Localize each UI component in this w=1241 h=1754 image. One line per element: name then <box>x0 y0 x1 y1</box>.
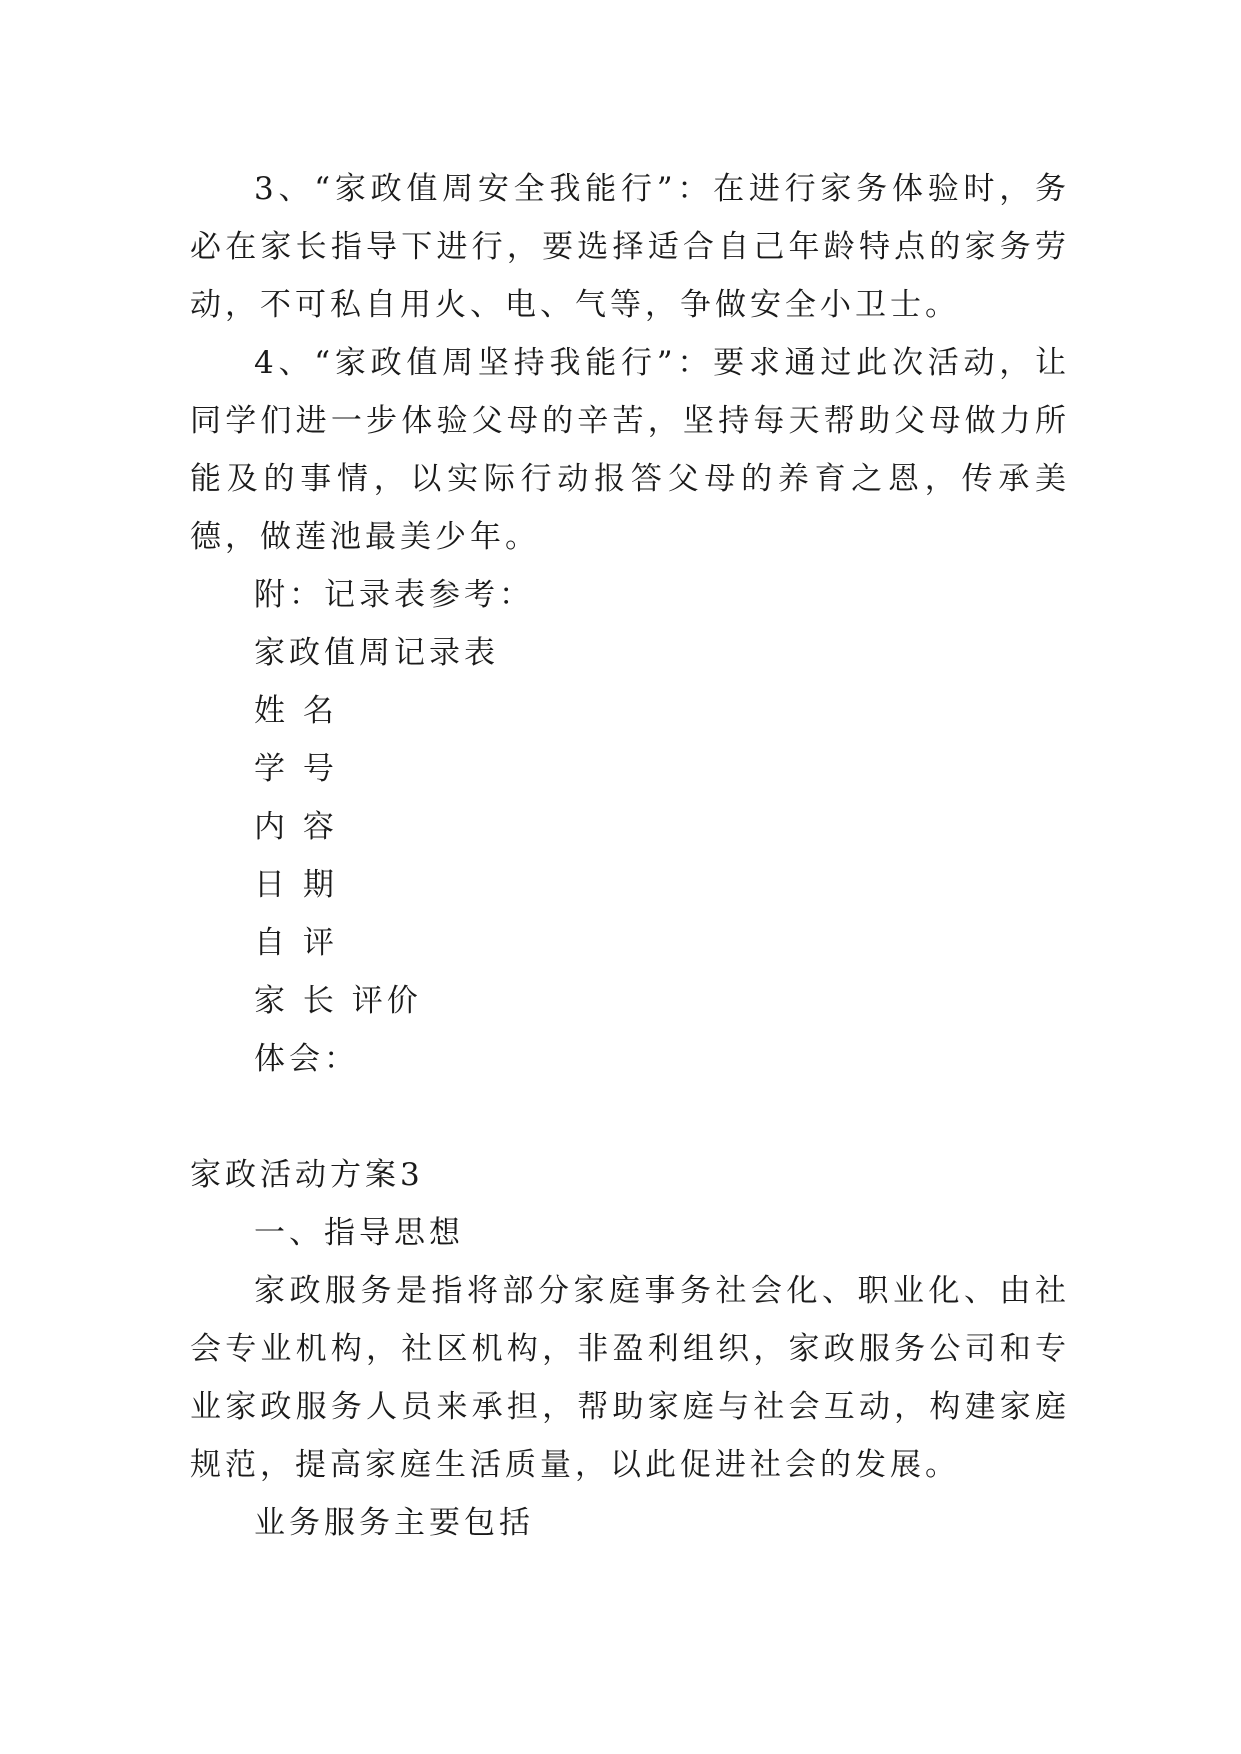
heading-guiding-thought: 一、指导思想 <box>254 1215 464 1251</box>
paragraph-definition: 家政服务是指将部分家庭事务社会化、职业化、由社会专业机构，社区机构，非盈利组织，家政服务公司和专业家政服务人员来承担，帮助家庭与社会互动，构建家庭规范，提高家庭生活质量，以此促进社会的发展。 <box>190 1273 1070 1483</box>
paragraph-services: 业务服务主要包括 <box>254 1505 534 1541</box>
form-field-date: 日 期 <box>254 867 338 903</box>
section-title: 家政活动方案3 <box>190 1157 424 1193</box>
form-field-content: 内 容 <box>254 809 338 845</box>
form-title: 家政值周记录表 <box>254 635 499 671</box>
document-body <box>190 160 1070 1552</box>
form-field-self-evaluation: 自 评 <box>254 925 338 961</box>
paragraph-safety: 3、“家政值周安全我能行”：在进行家务体验时，务必在家长指导下进行，要选择适合自己年龄特点的家务劳动，不可私自用火、电、气等，争做安全小卫士。 <box>190 171 1070 323</box>
appendix-label: 附：记录表参考： <box>254 577 534 613</box>
form-field-student-id: 学 号 <box>254 751 338 787</box>
form-field-parent-evaluation: 家 长 评价 <box>254 983 422 1019</box>
form-field-name: 姓 名 <box>254 693 338 729</box>
paragraph-persistence: 4、“家政值周坚持我能行”：要求通过此次活动，让同学们进一步体验父母的辛苦，坚持每天帮助父母做力所能及的事情，以实际行动报答父母的养育之恩，传承美德，做莲池最美少年。 <box>190 345 1070 555</box>
form-field-reflection: 体会： <box>254 1041 359 1077</box>
